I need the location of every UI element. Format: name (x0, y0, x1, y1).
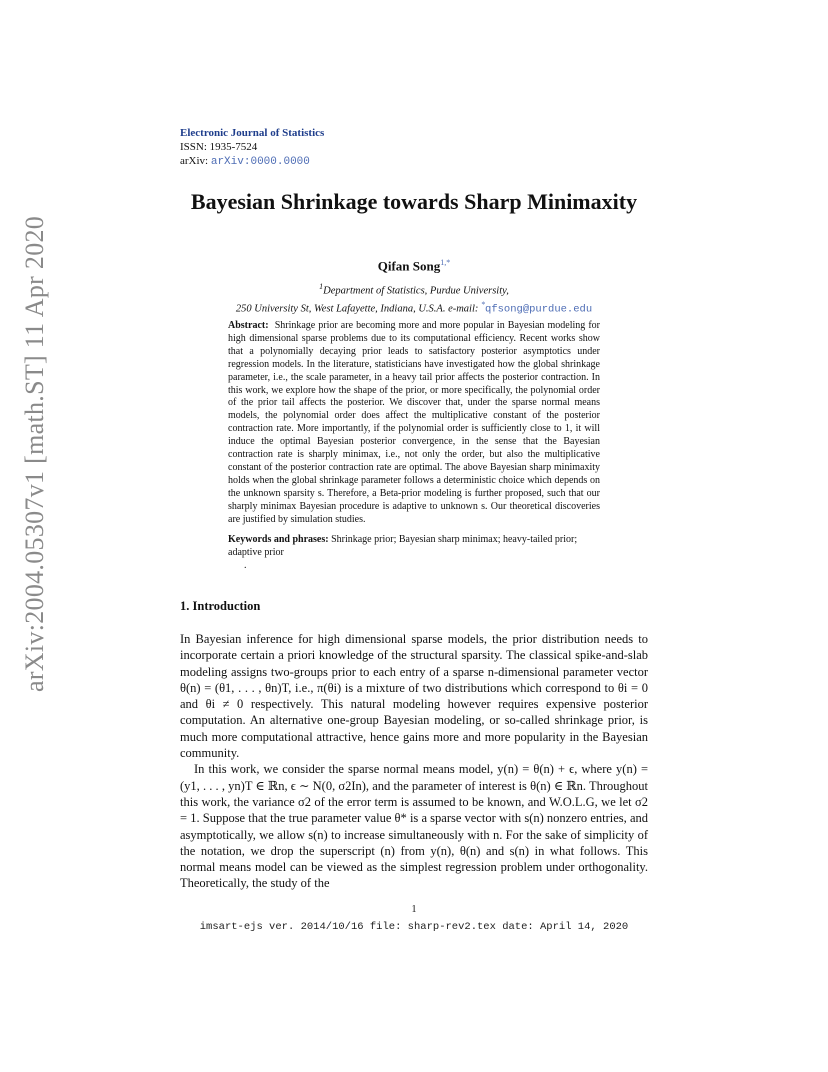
email-link[interactable]: qfsong@purdue.edu (485, 303, 593, 315)
author-name: Qifan Song (377, 258, 441, 274)
email-mark: * (481, 299, 486, 309)
section-heading: 1. Introduction (180, 599, 261, 613)
body-text (180, 631, 648, 892)
arxiv-side-stamp: arXiv:2004.05307v1 [math.ST] 11 Apr 2020 (20, 215, 49, 692)
abstract (228, 320, 600, 527)
issn: ISSN: 1935-7524 (180, 141, 258, 153)
stray-dot: . (244, 560, 247, 571)
page-number: 1 (411, 904, 417, 915)
affiliation (180, 280, 648, 316)
author-marks[interactable]: 1,* (440, 258, 451, 267)
abstract-text: Shrinkage prior are becoming more and more popular in Bayesian modeling for high dimensional sparse problems due to its computational efficiency. Recent works show that a polynomially decaying prior leads to satisfactory posterior asymptotics under regression models. In the literature, statisticians have investigated how the global shrinkage parameter, i.e., the scale parameter, in a heavy tail prior affects the posterior contraction. In this work, we explore how the shape of the prior, or more specifically, the polynomial order of the prior tail affects the posterior. We discover that, under the sparse normal means models, the polynomial order does affect the multiplicative constant of the posterior contraction rate. More importantly, if the polynomial order is sufficiently close to 1, it will induce the optimal Bayesian posterior convergence, in the sense that the Bayesian contraction rate is sharply minimax, i.e., not only the order, but also the multiplicative constant of the posterior contraction rate are optimal. The above Bayesian sharp minimaxity holds when the global shrinkage parameter follows a deterministic choice which depends on the unknown sparsity s. Therefore, a Beta-prior modeling is further proposed, such that our sharply minimax Bayesian procedure is adaptive to unknown s. Our theoretical discoveries are justified by simulation studies. (228, 320, 601, 525)
author-line (180, 258, 648, 274)
paragraph: In Bayesian inference for high dimensional sparse models, the prior distribution needs to incorporate certain a priori knowledge of the structural sparsity. The classical spike-and-slab modeling assigns two-groups prior to each entry of a sparse n-dimensional parameter vector θ(n) = (θ1, . . . , θn)T, i.e., π(θi) is a mixture of two distributions which correspond to θi = 0 and θi ≠ 0 respectively. This natural modeling however requires expensive posterior computation. An alternative one-group Bayesian modeling, or so-called shrinkage prior, is much more computational attractive, hence gains more and more popularity in the Bayesian community. (180, 632, 648, 761)
journal-name[interactable]: Electronic Journal of Statistics (180, 127, 325, 139)
keywords-text: Shrinkage prior; Bayesian sharp minimax; heavy-tailed prior; adaptive prior (228, 534, 578, 558)
affiliation-mark: 1 (319, 282, 324, 291)
arxiv-id-link[interactable]: arXiv:0000.0000 (210, 156, 310, 168)
paragraph: In this work, we consider the sparse normal means model, y(n) = θ(n) + ϵ, where y(n) = (y1, . . . , yn)T ∈ ℝn, ϵ ∼ N(0, σ2In), and the parameter of interest is θ(n) ∈ ℝn. Throughout this work, the variance σ2 of the error term is assumed to be known, and W.O.L.G, we let σ2 = 1. Suppose that the true parameter value θ* is a sparse vector with s(n) nonzero entries, and asymptotically, we allow s(n) to increase simultaneously with n. For the sake of simplicity of the notation, we drop the superscript (n) from y(n), θ(n) and s(n) in what follows. This normal means model can be viewed as the simplest regression problem under orthogonality. Theoretically, the study of the (180, 762, 648, 891)
abstract-label: Abstract: (228, 320, 269, 331)
affiliation-line-1: $^1$Department of Statistics, Purdue University, (319, 282, 509, 297)
keywords (228, 534, 600, 560)
journal-header (180, 126, 324, 169)
arxiv-label: arXiv: (180, 155, 211, 167)
footer-line: imsart-ejs ver. 2014/10/16 file: sharp-rev2.tex date: April 14, 2020 (199, 921, 629, 933)
arxiv-line (180, 154, 324, 169)
affiliation-line-2: 250 University St, West Lafayette, Indiana, U.S.A. e-mail: *qfsong@purdue.edu (235, 299, 593, 315)
keywords-label: Keywords and phrases: (228, 534, 329, 545)
paper-title: Bayesian Shrinkage towards Sharp Minimaxity (190, 189, 638, 214)
